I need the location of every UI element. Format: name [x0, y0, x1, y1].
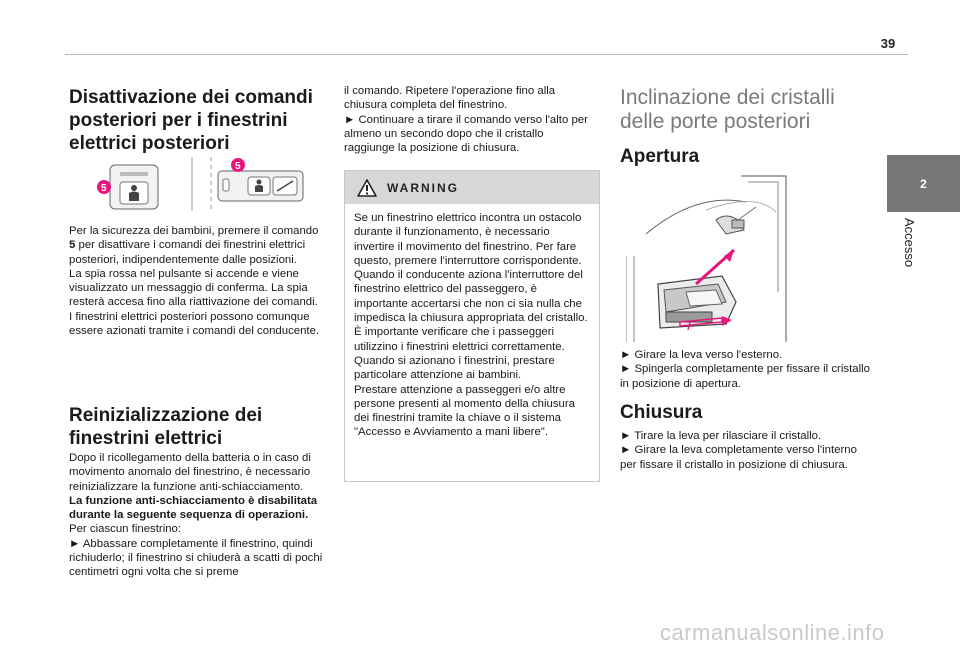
child-lock-illustration [95, 155, 345, 213]
callout-5-right: 5 [235, 161, 241, 172]
chapter-tab[interactable] [887, 155, 960, 212]
bullet-item: ► Abbassare completamente il finestrino, quindi richiuderlo; il finestrino si chiuderà a scatti di pochi centimetri ogni volta che si preme [69, 537, 327, 580]
warning-paragraph: È importante verificare che i passeggeri utilizzino i finestrini elettrici correttamente. Quando si azionano i finestrini, prestare particolare attenzione ai bambini. [354, 326, 565, 382]
page-number: 39 [880, 36, 896, 51]
bullet-item: ► Tirare la leva per rilasciare il cristallo. [620, 429, 872, 443]
paragraph-bold: La funzione anti-schiacciamento è disabilitata durante la seguente sequenza di operazioni. [69, 494, 318, 522]
header-rule [65, 54, 908, 55]
subsection-title-opening: Apertura [620, 146, 700, 167]
warning-title: WARNING [387, 180, 459, 195]
chapter-label: Accesso [902, 218, 917, 268]
section-title-reinit: Reinizializzazione dei finestrini elettrici [69, 405, 263, 449]
watermark: carmanualsonline.info [660, 620, 885, 645]
chapter-number: 2 [920, 176, 927, 191]
paragraph: La spia rossa nel pulsante si accende e viene visualizzato un messaggio di conferma. La spia resterà accesa fino alla riattivazione dei comandi. [69, 267, 318, 309]
section-title-tilt: Inclinazione dei cristalli delle porte posteriori [620, 86, 835, 133]
paragraph: Per la sicurezza dei bambini, premere il comando 5 per disattivare i comandi dei finestrini elettrici posteriori, indipendentemente dalle posizioni. [69, 225, 319, 266]
paragraph: Dopo il ricollegamento della batteria o in caso di movimento anomalo del finestrino, è necessario reinizializzare la funzione anti-schiacciamento. [69, 452, 311, 493]
warning-paragraph: Prestare attenzione a passeggeri e/o altre persone presenti al momento della chiusura dei finestrini tramite la chiave o il sistema "Accesso e Avviamento a mani libere". [354, 383, 575, 439]
bullet-item: ► Girare la leva verso l'esterno. [620, 348, 872, 362]
warning-header [345, 171, 599, 204]
warning-icon [357, 179, 377, 197]
warning-paragraph: Se un finestrino elettrico incontra un ostacolo durante il funzionamento, è necessario invertire il movimento del finestrino. Per fare questo, premere l'interruttore corrispondente. [354, 212, 582, 267]
bullet-item: ► Continuare a tirare il comando verso l'alto per almeno un secondo dopo che il cristallo raggiunge la posizione di chiusura. [344, 113, 596, 156]
warning-paragraph: Quando il conducente aziona l'interruttore del finestrino elettrico del passeggero, è importante accertarsi che non ci sia nulla che impedisca la chiusura appropriata del cristallo. [354, 269, 588, 325]
subsection-title-closing: Chiusura [620, 402, 703, 423]
paragraph: I finestrini elettrici posteriori possono comunque essere azionati tramite i comandi del conducente. [69, 310, 320, 338]
bullet-item: ► Spingerla completamente per fissare il cristallo in posizione di apertura. [620, 362, 872, 391]
bullet-item: ► Girare la leva completamente verso l'interno per fissare il cristallo in posizione di chiusura. [620, 443, 872, 472]
section-title-disable-rear: Disattivazione dei comandi posteriori per i finestrini elettrici posteriori [69, 87, 313, 154]
paragraph: Per ciascun finestrino: [69, 523, 182, 536]
callout-5-left: 5 [101, 183, 107, 194]
rear-window-latch-illustration [626, 172, 796, 344]
warning-box [344, 170, 600, 482]
paragraph: il comando. Ripetere l'operazione fino alla chiusura completa del finestrino. [344, 85, 556, 112]
